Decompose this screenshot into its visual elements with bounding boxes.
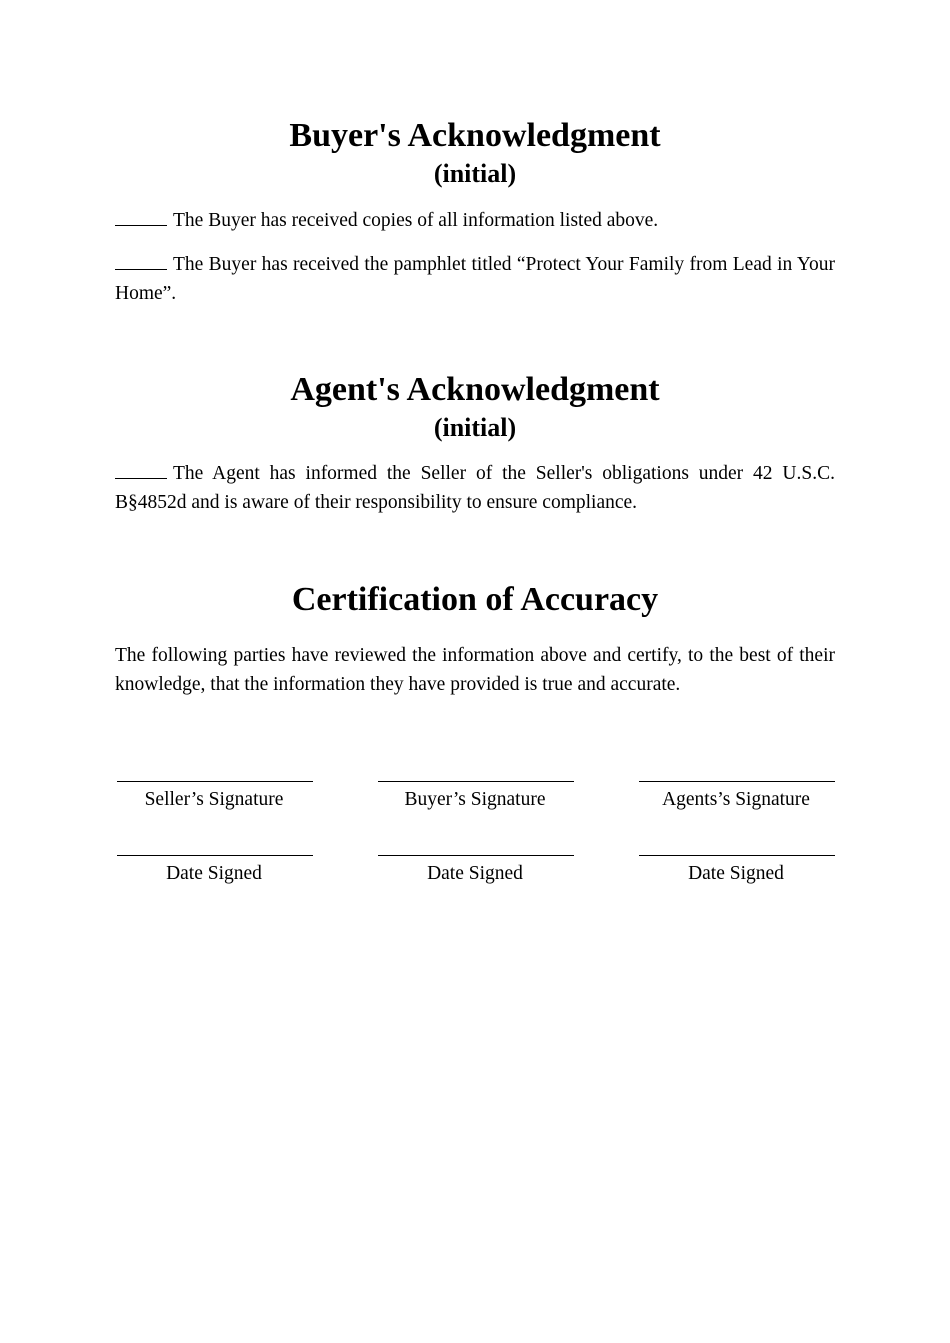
buyer-date-line[interactable]	[378, 855, 574, 856]
seller-date-block	[115, 855, 313, 886]
buyer-item-text: The Buyer has received the pamphlet titled “Protect Your Family from Lead in Your Home”.	[115, 254, 835, 304]
date-row	[115, 855, 835, 886]
seller-signature-label: Seller’s Signature	[144, 789, 284, 810]
agent-date-line[interactable]	[639, 855, 835, 856]
certification-heading: Certification of Accuracy	[291, 581, 659, 618]
buyer-date-block	[376, 855, 574, 886]
seller-signature-line[interactable]	[117, 781, 313, 782]
agent-signature-block	[637, 781, 835, 812]
initial-blank[interactable]	[115, 460, 167, 479]
seller-signature-block	[115, 781, 313, 812]
initial-blank[interactable]	[115, 251, 167, 270]
buyer-acknowledgment-item	[115, 206, 835, 235]
buyer-acknowledgment-item	[115, 250, 835, 308]
agent-item-text: The Agent has informed the Seller of the Seller's obligations under 42 U.S.C. B§4852d and is aware of their responsibility to ensure compliance.	[115, 463, 835, 513]
seller-date-label: Date Signed	[166, 863, 262, 884]
agent-signature-label: Agents’s Signature	[662, 789, 810, 810]
certification-body: The following parties have reviewed the information above and certify, to the best of their knowledge, that the information they have provided is true and accurate.	[115, 645, 835, 695]
initial-blank[interactable]	[115, 207, 167, 226]
buyer-signature-line[interactable]	[378, 781, 574, 782]
buyer-item-text: The Buyer has received copies of all information listed above.	[173, 210, 659, 231]
signature-row	[115, 781, 835, 812]
buyer-date-label: Date Signed	[427, 863, 523, 884]
agent-date-label: Date Signed	[688, 863, 784, 884]
buyer-acknowledgment-subheading: (initial)	[433, 159, 517, 188]
buyer-signature-block	[376, 781, 574, 812]
buyer-signature-label: Buyer’s Signature	[404, 789, 546, 810]
seller-date-line[interactable]	[117, 855, 313, 856]
agent-acknowledgment-heading: Agent's Acknowledgment	[290, 371, 660, 408]
agent-signature-line[interactable]	[639, 781, 835, 782]
agent-acknowledgment-subheading: (initial)	[433, 413, 517, 442]
agent-date-block	[637, 855, 835, 886]
agent-acknowledgment-item	[115, 459, 835, 517]
buyer-acknowledgment-heading: Buyer's Acknowledgment	[289, 117, 661, 154]
